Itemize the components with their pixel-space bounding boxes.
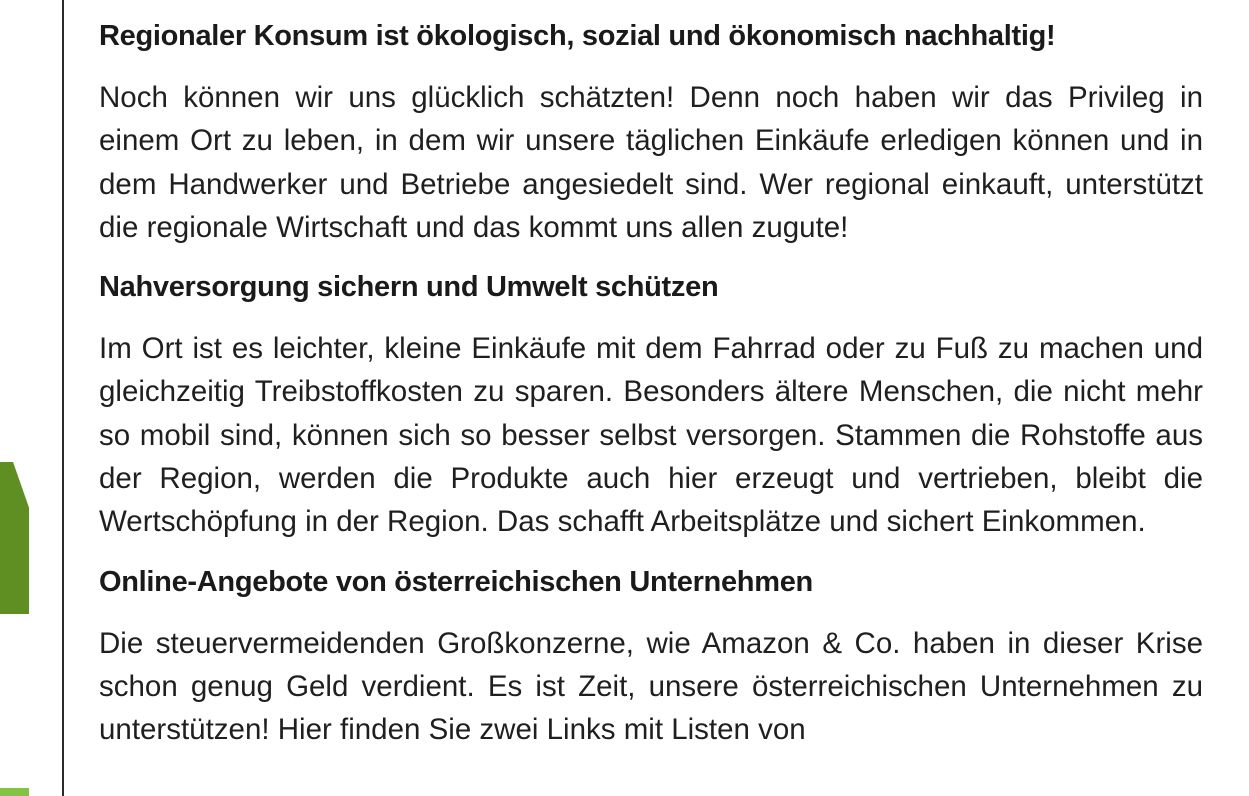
article-body [99, 14, 1203, 752]
left-margin-rule [62, 0, 64, 796]
section-text-regional: Noch können wir uns glücklich schätzten! Denn noch haben wir das Privileg in einem Ort zu leben, in dem wir unsere täglichen Einkäufe erledigen können und in dem Handwerker und Betriebe angesiedelt sind. Wer regional einkauft, unterstützt die regionale Wirtschaft und das kommt uns allen zugute! [99, 81, 1203, 244]
green-side-tab [0, 462, 29, 614]
green-bottom-tab [0, 788, 29, 796]
section-heading-regional: Regionaler Konsum ist ökologisch, sozial und ökonomisch nachhaltig! [99, 20, 1056, 52]
section-text-online: Die steuervermeidenden Großkonzerne, wie Amazon & Co. haben in dieser Krise schon genug Geld verdient. Es ist Zeit, unsere österreichischen Unternehmen zu unterstützen! Hier finden Sie zwei Links mit Listen von [99, 626, 1203, 747]
section-text-nahversorgung: Im Ort ist es leichter, kleine Einkäufe mit dem Fahrrad oder zu Fuß zu machen und gleichzeitig Treibstoffkosten zu sparen. Besonders ältere Menschen, die nicht mehr so mobil sind, können sich so besser selbst versorgen. Stammen die Rohstoffe aus der Region, werden die Produkte auch hier erzeugt und vertrieben, bleibt die Wertschöpfung in der Region. Das schafft Arbeitsplätze und sichert Einkommen. [99, 332, 1203, 539]
section-heading-nahversorgung: Nahversorgung sichern und Umwelt schützen [99, 271, 719, 304]
section-heading-online: Online-Angebote von österreichischen Unternehmen [99, 565, 813, 598]
